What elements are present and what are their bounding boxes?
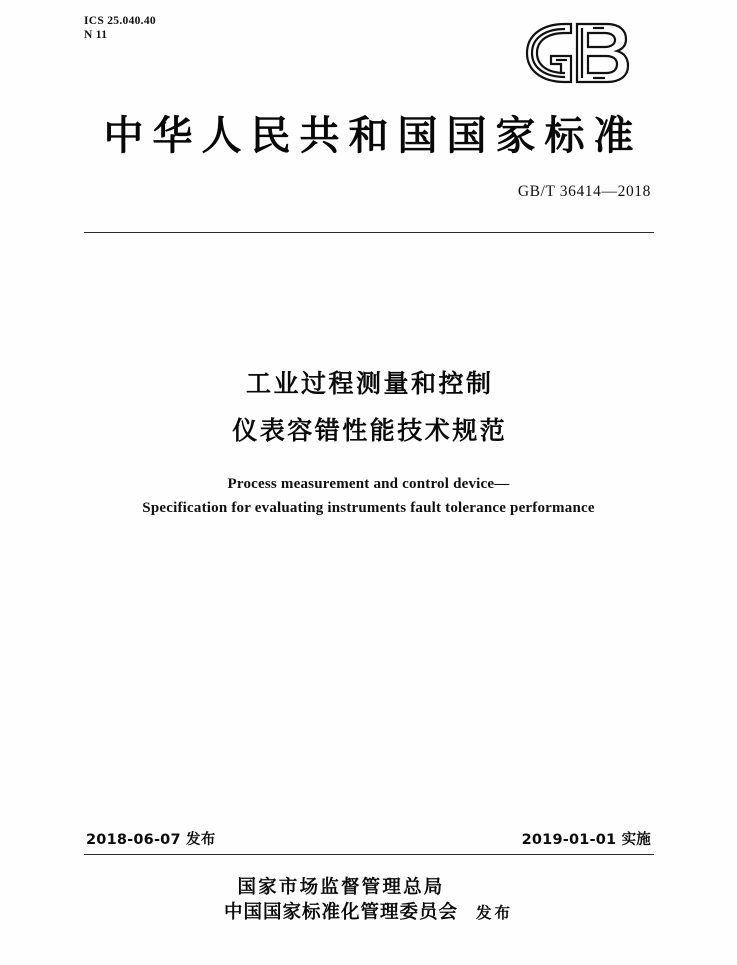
issue-date: 2018-06-07 发布	[86, 832, 216, 848]
ics-code: ICS 25.040.40	[84, 15, 156, 27]
document-title-en-line2: Specification for evaluating instruments fault tolerance performance	[142, 500, 595, 516]
implementation-date: 2019-01-01 实施	[521, 832, 651, 848]
issuer-verb: 发布	[476, 903, 514, 922]
ccs-code: N 11	[84, 29, 108, 41]
divider-top	[84, 232, 654, 233]
document-title-en-line1: Process measurement and control device—	[227, 476, 510, 492]
standard-number: GB/T 36414—2018	[517, 183, 651, 200]
gb-logo-icon	[505, 12, 655, 94]
issuer-block	[0, 875, 737, 925]
issuer-line2: 中国国家标准化管理委员会	[223, 902, 458, 923]
issuer-names	[224, 875, 458, 925]
document-title-cn-line2: 仪表容错性能技术规范	[232, 416, 508, 445]
page-title: 中华人民共和国国家标准	[103, 112, 643, 159]
ics-classification-block	[84, 14, 156, 42]
document-title-cn-line1: 工业过程测量和控制	[245, 369, 494, 398]
issuer-line1: 国家市场监督管理总局	[237, 877, 445, 898]
divider-bottom	[84, 854, 654, 855]
